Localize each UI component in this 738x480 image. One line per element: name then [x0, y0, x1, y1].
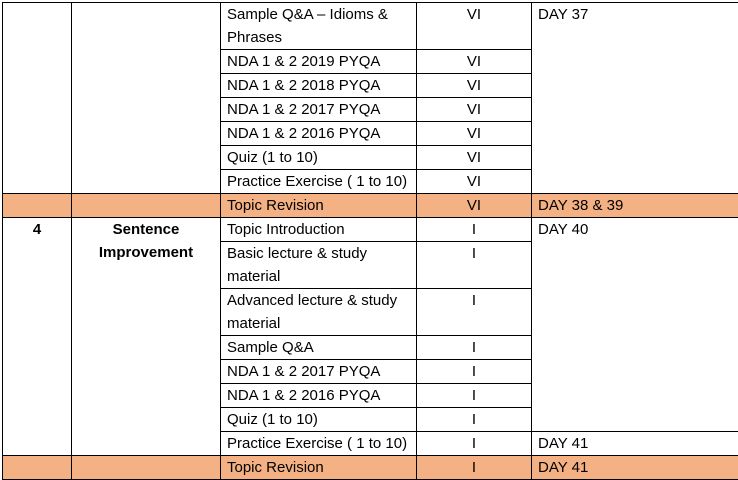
- subtopic-cell: Advanced lecture & study material: [221, 289, 417, 336]
- subtopic-cell: NDA 1 & 2 2019 PYQA: [221, 50, 417, 74]
- table-row: [3, 218, 738, 242]
- revision-row: [3, 194, 738, 218]
- revision-row: [3, 456, 738, 480]
- level-cell: I: [417, 432, 532, 456]
- day-cell: DAY 40: [532, 218, 738, 432]
- subtopic-cell: Practice Exercise ( 1 to 10): [221, 432, 417, 456]
- study-schedule-table: [2, 2, 738, 480]
- topic-name-cell: [72, 194, 221, 218]
- level-cell: VI: [417, 122, 532, 146]
- subtopic-cell: NDA 1 & 2 2017 PYQA: [221, 360, 417, 384]
- level-cell: I: [417, 336, 532, 360]
- topic-number-cell: 4: [3, 218, 72, 456]
- level-cell: VI: [417, 50, 532, 74]
- level-cell: VI: [417, 146, 532, 170]
- subtopic-cell: Practice Exercise ( 1 to 10): [221, 170, 417, 194]
- topic-number-cell: [3, 456, 72, 480]
- subtopic-cell: Sample Q&A: [221, 336, 417, 360]
- subtopic-cell: Topic Introduction: [221, 218, 417, 242]
- level-cell: I: [417, 384, 532, 408]
- subtopic-cell: Quiz (1 to 10): [221, 146, 417, 170]
- topic-number-cell: [3, 194, 72, 218]
- day-cell: DAY 38 & 39: [532, 194, 738, 218]
- level-cell: VI: [417, 74, 532, 98]
- subtopic-cell: Basic lecture & study material: [221, 242, 417, 289]
- table-row: [3, 3, 738, 50]
- subtopic-cell: NDA 1 & 2 2016 PYQA: [221, 384, 417, 408]
- level-cell: I: [417, 360, 532, 384]
- subtopic-cell: Sample Q&A – Idioms & Phrases: [221, 3, 417, 50]
- level-cell: I: [417, 408, 532, 432]
- level-cell: I: [417, 456, 532, 480]
- subtopic-cell: Quiz (1 to 10): [221, 408, 417, 432]
- day-cell: DAY 41: [532, 432, 738, 456]
- level-cell: I: [417, 218, 532, 242]
- subtopic-cell: NDA 1 & 2 2016 PYQA: [221, 122, 417, 146]
- topic-name-cell: [72, 456, 221, 480]
- day-cell: DAY 37: [532, 3, 738, 194]
- subtopic-cell: NDA 1 & 2 2017 PYQA: [221, 98, 417, 122]
- subtopic-cell: Topic Revision: [221, 194, 417, 218]
- topic-number-cell: [3, 3, 72, 194]
- level-cell: VI: [417, 98, 532, 122]
- day-cell: DAY 41: [532, 456, 738, 480]
- level-cell: VI: [417, 3, 532, 50]
- level-cell: VI: [417, 194, 532, 218]
- level-cell: I: [417, 289, 532, 336]
- subtopic-cell: Topic Revision: [221, 456, 417, 480]
- level-cell: VI: [417, 170, 532, 194]
- topic-name-cell: [72, 3, 221, 194]
- level-cell: I: [417, 242, 532, 289]
- topic-name-cell: Sentence Improvement: [72, 218, 221, 456]
- subtopic-cell: NDA 1 & 2 2018 PYQA: [221, 74, 417, 98]
